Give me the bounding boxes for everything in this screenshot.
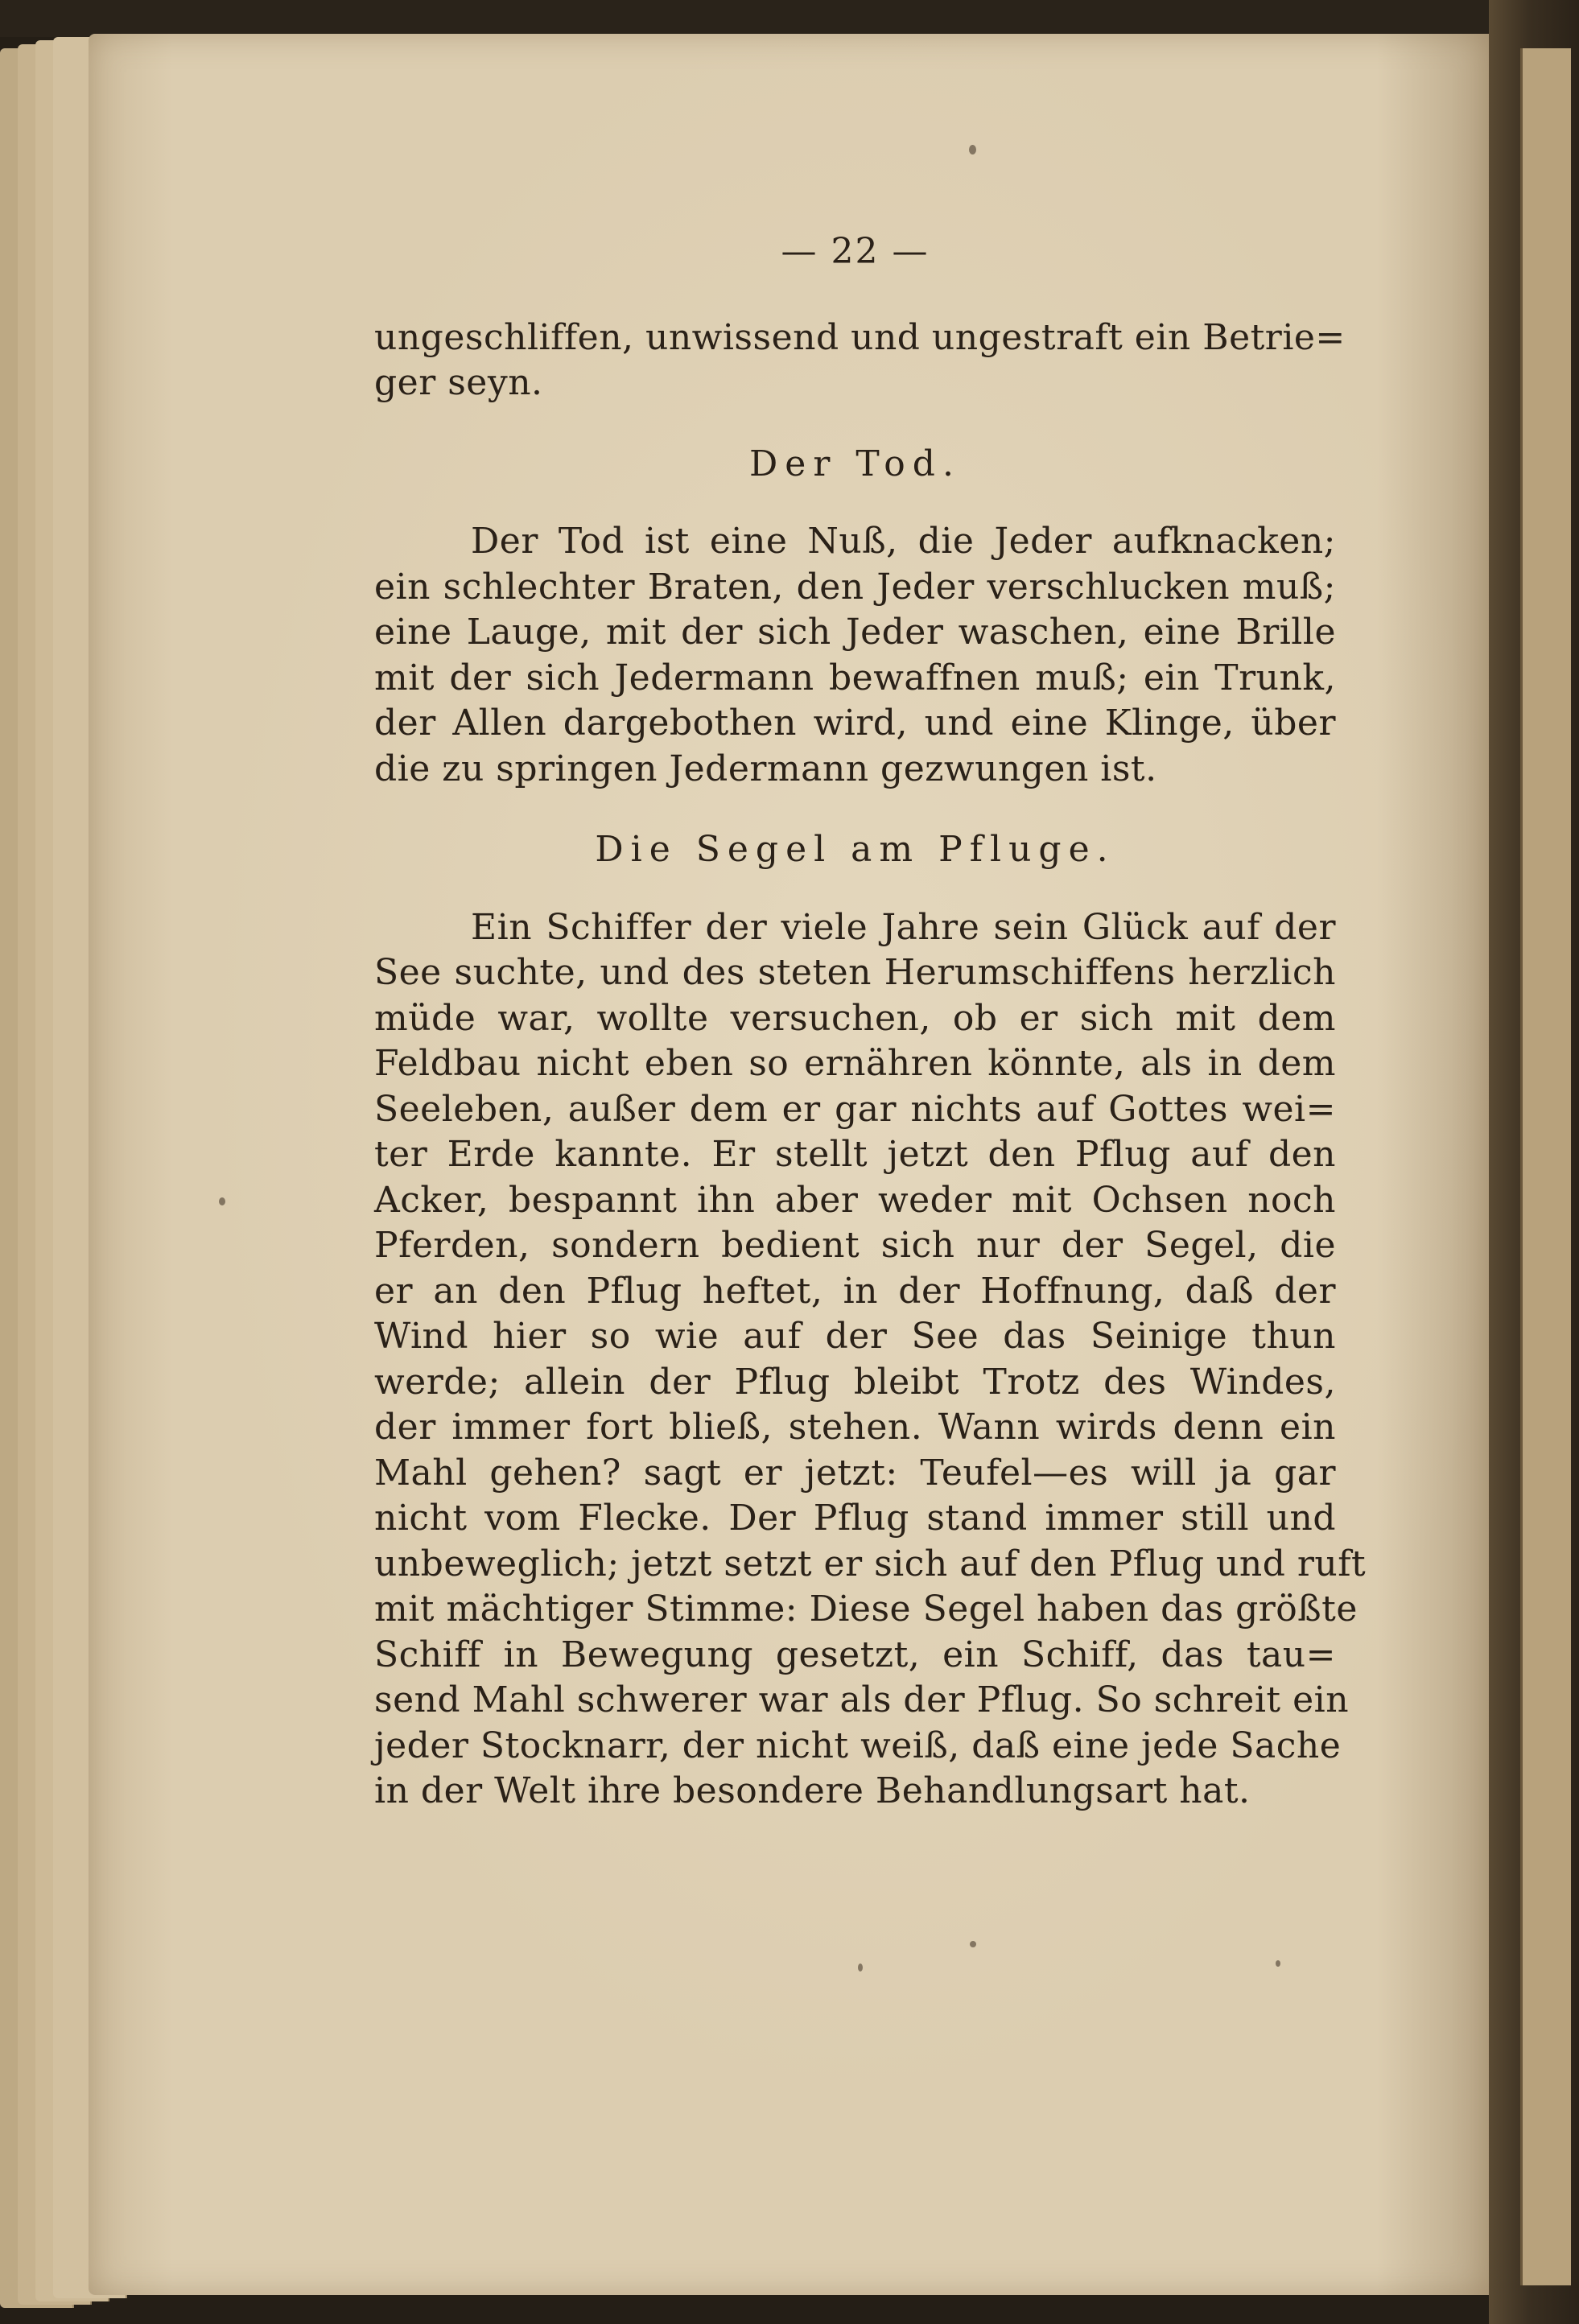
facing-page-edge xyxy=(1520,48,1571,2285)
text-line: nicht vom Flecke. Der Pflug stand immer still und xyxy=(374,1498,1336,1539)
text-line: die zu springen Jedermann gezwungen ist. xyxy=(374,748,1157,789)
foxing-spot xyxy=(969,145,976,155)
foxing-spot xyxy=(858,1963,863,1972)
text-line: mit mächtiger Stimme: Diese Segel haben das größte xyxy=(374,1588,1358,1630)
text-line: Acker, bespannt ihn aber weder mit Ochsen noch xyxy=(374,1179,1336,1221)
paragraph-tod xyxy=(374,519,1336,792)
text-line: Der Tod ist eine Nuß, die Jeder aufknacken; xyxy=(471,521,1336,562)
text-line: Wind hier so wie auf der See das Seinige thun xyxy=(374,1316,1336,1357)
text-line: send Mahl schwerer war als der Pflug. So schreit ein xyxy=(374,1679,1350,1720)
continued-paragraph xyxy=(374,315,1346,406)
page-text xyxy=(374,229,1367,1815)
text-line: ter Erde kannte. Er stellt jetzt den Pflug auf den xyxy=(374,1134,1336,1175)
text-line: ungeschliffen, unwissend und ungestraft ein Betrie= xyxy=(374,316,1346,358)
foxing-spot xyxy=(970,1941,976,1947)
text-line: Mahl gehen? sagt er jetzt: Teufel—es will ja gar xyxy=(374,1452,1336,1494)
section-title-tod: Der Tod. xyxy=(749,443,961,484)
text-line: der Allen dargebothen wird, und eine Klinge, über xyxy=(374,703,1336,744)
text-line: Feldbau nicht eben so ernähren könnte, als in dem xyxy=(374,1043,1336,1084)
text-line: er an den Pflug heftet, in der Hoffnung, daß der xyxy=(374,1270,1336,1312)
text-line: Schiff in Bewegung gesetzt, ein Schiff, das tau= xyxy=(374,1634,1336,1675)
foxing-spot xyxy=(219,1197,225,1205)
top-shadow xyxy=(0,0,1579,37)
text-line: der immer fort bließ, stehen. Wann wirds denn ein xyxy=(374,1407,1336,1448)
text-line: mit der sich Jedermann bewaffnen muß; ein Trunk, xyxy=(374,657,1336,698)
text-line: Ein Schiffer der viele Jahre sein Glück auf der xyxy=(471,906,1336,948)
text-line: See suchte, und des steten Herumschiffens herzlich xyxy=(374,952,1336,993)
foxing-spot xyxy=(1276,1960,1280,1967)
section-title-segel: Die Segel am Pfluge. xyxy=(595,829,1115,870)
text-line: in der Welt ihre besondere Behandlungsart hat. xyxy=(374,1770,1251,1811)
text-line: werde; allein der Pflug bleibt Trotz des Windes, xyxy=(374,1361,1336,1403)
text-line: unbeweglich; jetzt setzt er sich auf den Pflug und ruft xyxy=(374,1543,1367,1584)
text-line: ein schlechter Braten, den Jeder verschlucken muß; xyxy=(374,566,1336,608)
text-line: müde war, wollte versuchen, ob er sich mit dem xyxy=(374,997,1336,1039)
text-line: Seeleben, außer dem er gar nichts auf Gottes wei= xyxy=(374,1088,1336,1130)
text-line: eine Lauge, mit der sich Jeder waschen, eine Brille xyxy=(374,612,1336,653)
paragraph-segel xyxy=(374,905,1367,1815)
page-number: — 22 — xyxy=(781,231,930,272)
text-line: ger seyn. xyxy=(374,362,543,403)
text-line: jeder Stocknarr, der nicht weiß, daß eine jede Sache xyxy=(374,1724,1342,1766)
text-line: Pferden, sondern bedient sich nur der Segel, die xyxy=(374,1225,1336,1266)
